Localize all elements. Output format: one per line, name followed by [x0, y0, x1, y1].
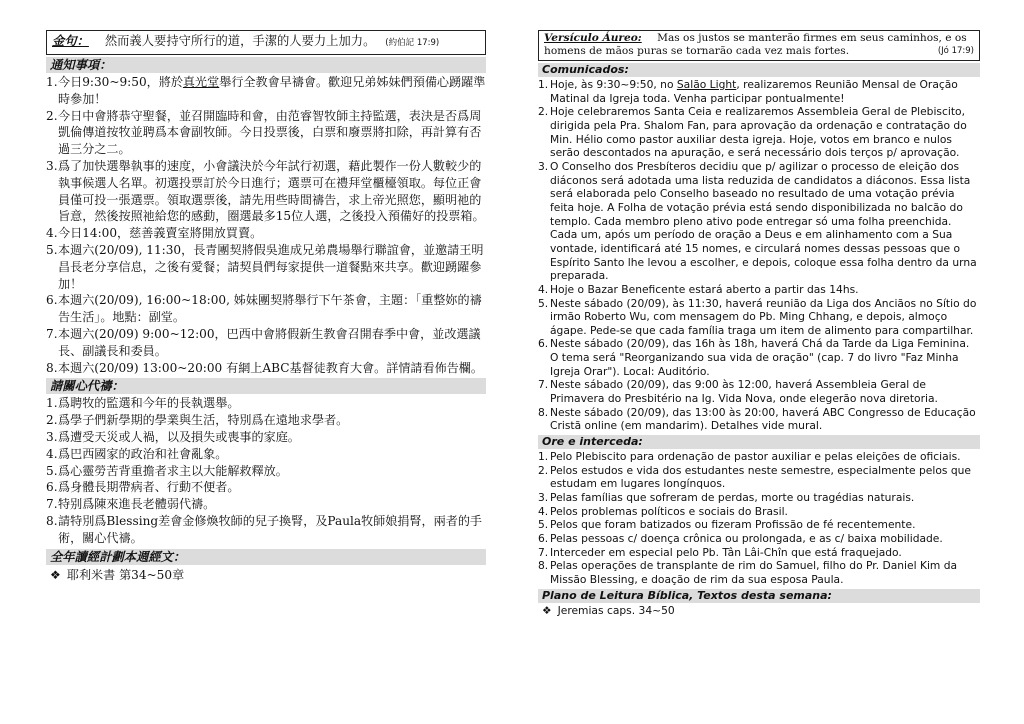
- list-item: 5. Neste sábado (20/09), às 11:30, haverá reunião da Liga dos Anciãos no Sítio do irmão Roberto Wu, com mensagem do Pb. Ming Chhang, e depois, almoço ágape. Pede-se que cada família traga um item de alimento para compartilhar.: [538, 296, 977, 337]
- reading-plan-header: Plano de Leitura Bíblica, Textos desta semana:: [538, 589, 980, 603]
- list-item: 2. Pelos estudos e vida dos estudantes neste semestre, especialmente pelos que estudam em lugares longínquos.: [538, 463, 971, 491]
- verse-reference: (Jó 17:9): [937, 46, 974, 56]
- list-item: 7. 本週六(20/09) 9:00~12:00，巴西中會將假新生教會召開春季中會，並改選議長、副議長和委員。: [46, 326, 481, 358]
- prayer-list: [538, 450, 980, 587]
- announcements-header: Comunicados:: [538, 63, 980, 77]
- reading-plan-header: 全年讀經計劃本週經文：: [46, 549, 486, 565]
- list-item: 2. Hoje celebraremos Santa Ceia e realizaremos Assembleia Geral de Plebiscito, dirigida pela Pra. Shalom Fan, para aprovação da ordenação e contratação do Min. Hélio como pastor auxiliar desta igreja. Hoje, votos em branco e nulos serão descontados na apuração, e será necessário dois terços p/ aprovação.: [538, 105, 967, 160]
- list-item: 6. 爲身體長期帶病者、行動不便者。: [46, 480, 240, 495]
- hall-name: 真光堂: [182, 75, 220, 89]
- golden-verse: [46, 30, 486, 55]
- list-item: 8. 請特別爲Blessing差會金修煥牧師的兒子換腎，及Paula牧師娘捐腎，兩者的手術，關心代禱。: [46, 513, 483, 545]
- verse-label: 金句：: [52, 33, 89, 48]
- diamond-bullet-icon: ❖: [50, 567, 61, 582]
- list-item: 5. Pelos que foram batizados ou fizeram Profissão de fé recentemente.: [538, 518, 916, 532]
- hall-name: Salão Light: [676, 78, 737, 91]
- list-item: 7. Neste sábado (20/09), das 9:00 às 12:00, haverá Assembleia Geral de Primavera do Presbitério na Ig. Vida Nova, onde elegerão nova diretoria.: [538, 378, 938, 406]
- list-item: 5. 本週六(20/09), 11:30，長青團契將假吳進成兄弟農場舉行聯誼會，並邀請王明昌長老分享信息，之後有愛餐；請契員們每家提供一道餐點來共享。歡迎踴躍參加！: [46, 242, 484, 291]
- prayer-list: [46, 395, 486, 546]
- list-item: 7. 特别爲陳來進長老體弱代禱。: [46, 497, 216, 512]
- list-item: 8. Pelas operações de transplante de rim do Samuel, filho do Pr. Daniel Kim da Missão Blessing, e doação de rim da sua esposa Paula.: [538, 559, 958, 586]
- list-item: 8. Neste sábado (20/09), das 13:00 às 20:00, haverá ABC Congresso de Educação Cristã online (em mandarim). Detalhes vide mural.: [538, 405, 976, 433]
- list-item: 4. 爲巴西國家的政治和社會亂象。: [46, 446, 228, 461]
- reading-plan: [538, 604, 980, 618]
- list-item: 7. Interceder em especial pelo Pb. Tân Lâi-Chîn que está fraquejado.: [538, 545, 902, 559]
- verse-label: Versículo Áureo:: [544, 32, 642, 44]
- list-item: 3. Pelas famílias que sofreram de perdas, morte ou tragédias naturais.: [538, 491, 915, 505]
- list-item: 6. 本週六(20/09), 16:00~18:00, 姊妹團契將舉行下午茶會，主題：「重整妳的禱告生活」。地點：副堂。: [46, 293, 482, 325]
- list-item: 4. 今日14:00，慈善義賣室將開放買賣。: [46, 226, 263, 241]
- reading-plan: [46, 566, 486, 584]
- list-item: 3. O Conselho dos Presbíteros decidiu que p/ agilizar o processo de eleição dos diáconos será adotada uma lista reduzida de candidatos a diáconos. Essa lista será elaborada pelo Conselho baseado no resultado de uma votação prévia feita hoje. A Folha de votação prévia está sendo disponibilizada no balcão do templo. Cada membro pleno ativo pode entregar só uma folha preenchida. Cada um, após um período de oração a Deus e em alinhamento com a Sua vontade, identificará até 15 nomes, e circulará nomes dessas pessoas que o Espírito Santo lhe levou a escolher, e depois, coloque essa folha dentro da urna preparada.: [538, 159, 977, 283]
- diamond-bullet-icon: ❖: [542, 603, 552, 617]
- list-item: 6. Pelas pessoas c/ doença crônica ou prolongada, e as c/ baixa mobilidade.: [538, 532, 943, 545]
- reading-text: 耶利米書 第34~50章: [66, 567, 185, 582]
- list-item: 1. 爲聘牧的監選和今年的長執選舉。: [46, 396, 240, 411]
- announcements-list: [46, 74, 486, 376]
- list-item: 2. 今日中會將恭守聖餐，並召開臨時和會，由范睿智牧師主持監選，表決是否爲周凱倫傳道按牧並聘爲本會副牧師。今日投票後，白票和廢票將扣除，再計算有否過三分之二。: [46, 108, 482, 157]
- reading-text: Jeremias caps. 34~50: [557, 603, 675, 617]
- list-item: 4. Hoje o Bazar Beneficente estará aberto a partir das 14hs.: [538, 282, 859, 296]
- prayer-header: 請關心代禱：: [46, 378, 486, 394]
- list-item: 2. 爲學子們新學期的學業與生活，特別爲在遠地求學者。: [46, 413, 349, 428]
- verse-text: Mas os justos se manterão firmes em seus caminhos, e os homens de mãos puras se tornarão cada vez mais fortes.: [544, 32, 967, 57]
- list-item: 3. 爲遭受天災或人禍，以及損失或喪事的家庭。: [46, 429, 300, 444]
- list-item: 8. 本週六(20/09) 13:00~20:00 有網上ABC基督徒教育大會。詳情請看佈告欄。: [46, 360, 483, 375]
- list-item: 1. 今日9:30~9:50，將於真光堂舉行全教會早禱會。歡迎兄弟姊妹們預備心踴躍準時參加！: [46, 75, 486, 106]
- list-item: 1. Hoje, às 9:30~9:50, no Salão Light, realizaremos Reunião Mensal de Oração Matinal da Igreja toda. Venha participar pontualmente!: [538, 78, 958, 105]
- verse-reference: (約伯記 17:9): [385, 38, 440, 48]
- verse-text: 然而義人要持守所行的道，手潔的人要力上加力。: [104, 34, 376, 48]
- list-item: 4. Pelos problemas políticos e sociais do Brasil.: [538, 504, 788, 518]
- announcements-list: [538, 78, 980, 433]
- list-item: 5. 爲心靈勞苦背重擔者求主以大能解救釋放。: [46, 463, 288, 478]
- announcements-header: 通知事項：: [46, 57, 486, 73]
- portuguese-bulletin-page: [512, 0, 1024, 724]
- golden-verse: [538, 30, 980, 61]
- prayer-header: Ore e interceda:: [538, 435, 980, 449]
- list-item: 1. Pelo Plebiscito para ordenação de pastor auxiliar e pelas eleições de oficiais.: [538, 450, 961, 464]
- list-item: 6. Neste sábado (20/09), das 16h às 18h, haverá Chá da Tarde da Liga Feminina. O tema será "Reorganizando sua vida de oração" (cap. 7 do livro "Faz Minha Igreja Orar"). Local: Auditório.: [538, 337, 970, 378]
- list-item: 3. 爲了加快選舉執事的速度，小會議決於今年試行初選，藉此製作一份人數較少的執事候選人名單。初選投票訂於今日進行；選票可在禮拜堂櫃檯領取。每位正會員僅可投一張選票。領取選票後，請先用些時間禱告，求上帝光照您，顯明祂的旨意，然後按照祂給您的感動，圈選最多15位人選，之後投入預備好的投票箱。: [46, 158, 485, 224]
